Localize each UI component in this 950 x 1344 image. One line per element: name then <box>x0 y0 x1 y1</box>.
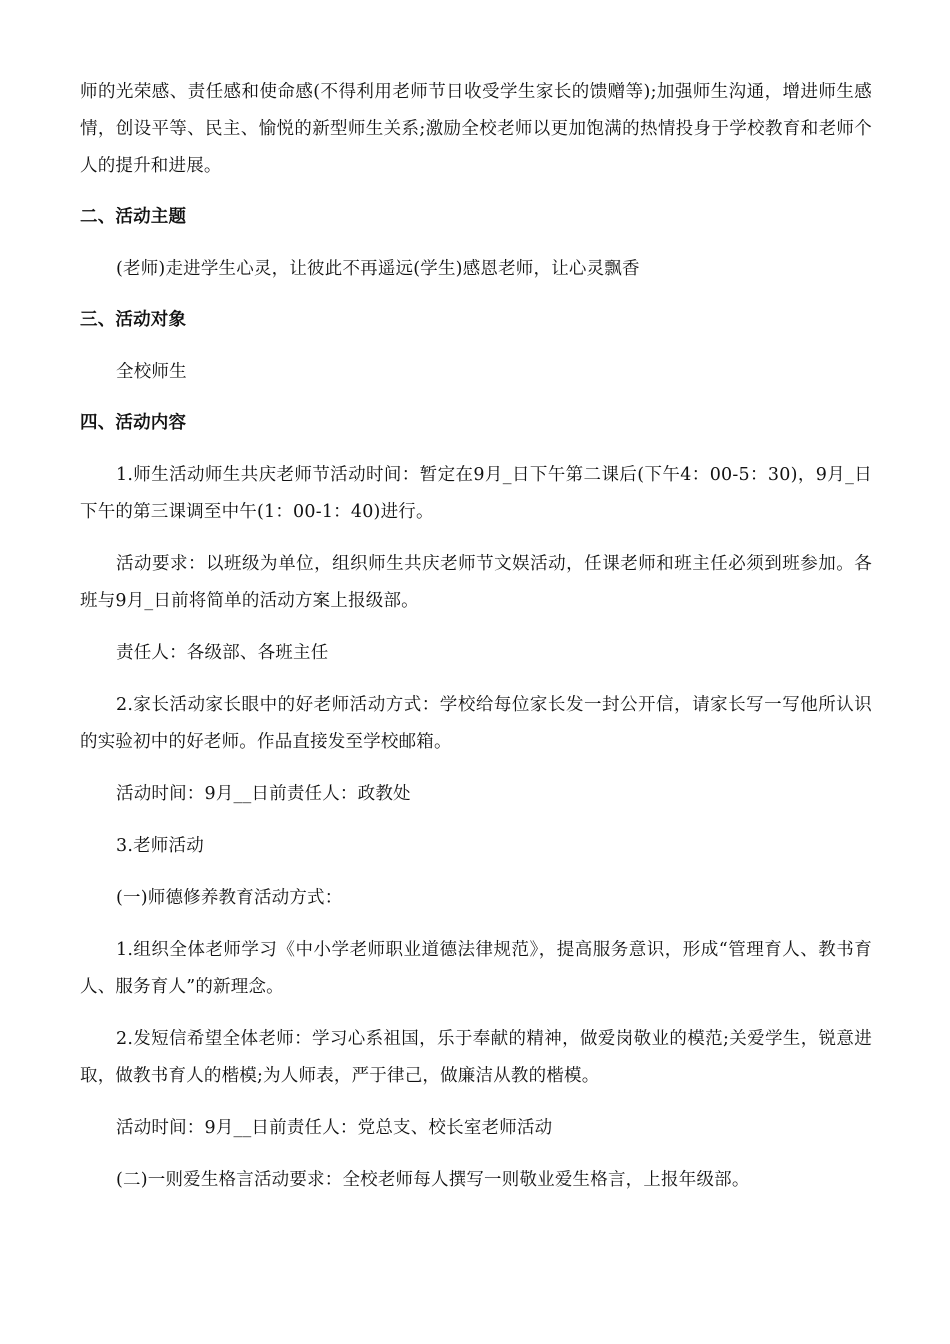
item3-sub1-paragraph: (一)师德修养教育活动方式： <box>116 888 343 908</box>
item1-responsible-paragraph: 责任人：各级部、各班主任 <box>116 643 329 663</box>
theme-paragraph: (老师)走进学生心灵，让彼此不再遥远(学生)感恩老师，让心灵飘香 <box>116 259 640 279</box>
intro-paragraph: 师的光荣感、责任感和使命感(不得利用老师节日收受学生家长的馈赠等);加强师生沟通，增进师生感情，创设平等、民主、愉悦的新型师生关系;激励全校老师以更加饱满的热情投身于学校教育和老师个人的提升和进展。 <box>80 82 872 176</box>
item3-sub1-time-paragraph: 活动时间：9月__日前责任人：党总支、校长室老师活动 <box>116 1118 553 1138</box>
item3-paragraph: 3.老师活动 <box>116 836 204 856</box>
audience-paragraph: 全校师生 <box>116 362 187 382</box>
document-page <box>80 74 872 1199</box>
section-heading-audience: 三、活动对象 <box>80 310 187 330</box>
item2-time-paragraph: 活动时间：9月__日前责任人：政教处 <box>116 784 411 804</box>
item1-requirement-paragraph: 活动要求：以班级为单位，组织师生共庆老师节文娱活动，任课老师和班主任必须到班参加。各班与9月_日前将简单的活动方案上报级部。 <box>80 554 872 611</box>
item2-paragraph: 2.家长活动家长眼中的好老师活动方式：学校给每位家长发一封公开信，请家长写一写他所认识的实验初中的好老师。作品直接发至学校邮箱。 <box>80 695 872 752</box>
item3-sub1-point1-paragraph: 1.组织全体老师学习《中小学老师职业道德法律规范》，提高服务意识，形成“管理育人、教书育人、服务育人”的新理念。 <box>80 940 872 997</box>
item3-sub2-paragraph: (二)一则爱生格言活动要求：全校老师每人撰写一则敬业爱生格言，上报年级部。 <box>116 1170 750 1190</box>
section-heading-theme: 二、活动主题 <box>80 207 187 227</box>
item3-sub1-point2-paragraph: 2.发短信希望全体老师：学习心系祖国，乐于奉献的精神，做爱岗敬业的模范;关爱学生，锐意进取，做教书育人的楷模;为人师表，严于律己，做廉洁从教的楷模。 <box>80 1029 872 1086</box>
item1-paragraph: 1.师生活动师生共庆老师节活动时间：暂定在9月_日下午第二课后(下午4：00-5：30)，9月_日下午的第三课调至中午(1：00-1：40)进行。 <box>80 465 872 522</box>
section-heading-content: 四、活动内容 <box>80 413 187 433</box>
